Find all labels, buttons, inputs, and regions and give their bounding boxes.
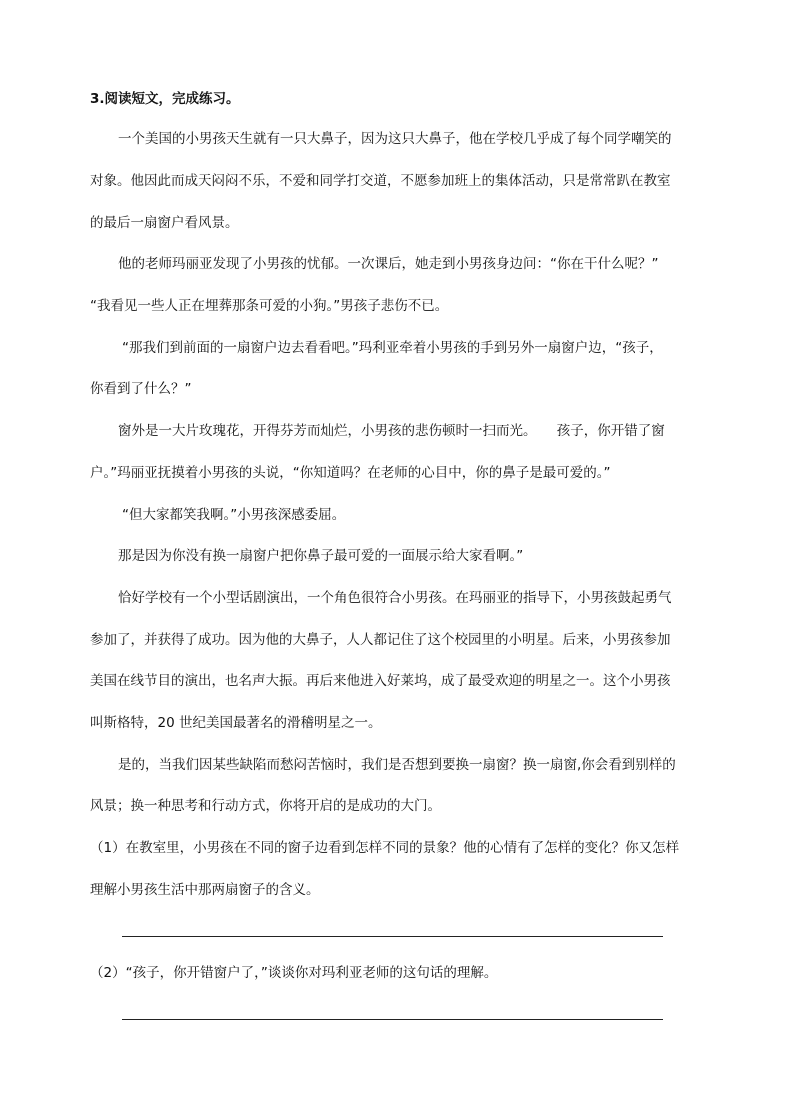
paragraph-line: “那我们到前面的一扇窗户边去看看吧。”玛利亚牵着小男孩的手到另外一扇窗户边，“孩子， <box>122 340 663 356</box>
paragraph-line: 户。”玛丽亚抚摸着小男孩的头说，“你知道吗？在老师的心目中，你的鼻子是最可爱的。” <box>90 465 611 481</box>
answer-line-1[interactable] <box>122 936 663 937</box>
question-line: （1）在教室里，小男孩在不同的窗子边看到怎样不同的景象？他的心情有了怎样的变化？你又怎样 <box>90 840 680 856</box>
paragraph-line: 的最后一扇窗户看风景。 <box>90 215 239 231</box>
question-title: 3.阅读短文，完成练习。 <box>90 91 240 107</box>
paragraph-line: 一个美国的小男孩天生就有一只大鼻子，因为这只大鼻子，他在学校几乎成了每个同学嘲笑的 <box>118 131 672 147</box>
answer-line-2[interactable] <box>122 1019 663 1020</box>
paragraph-line: 风景；换一种思考和行动方式，你将开启的是成功的大门。 <box>90 798 441 814</box>
paragraph-line: “但大家都笑我啊。”小男孩深感委屈。 <box>122 507 346 523</box>
paragraph-line: 叫斯格特，20 世纪美国最著名的滑稽明星之一。 <box>90 715 382 731</box>
paragraph-line: 他的老师玛丽亚发现了小男孩的忧郁。一次课后，她走到小男孩身边问：“你在干什么呢？” <box>118 256 659 272</box>
question-line: （2）“孩子，你开错窗户了，”谈谈你对玛利亚老师的这句话的理解。 <box>90 965 498 981</box>
paragraph-line: 对象。他因此而成天闷闷不乐，不爱和同学打交道，不愿参加班上的集体活动，只是常常趴在教室 <box>90 173 671 189</box>
paragraph-line: 恰好学校有一个小型话剧演出，一个角色很符合小男孩。在玛丽亚的指导下，小男孩鼓起勇气 <box>118 590 672 606</box>
paragraph-line: 参加了，并获得了成功。因为他的大鼻子，人人都记住了这个校园里的小明星。后来，小男孩参加 <box>90 632 671 648</box>
paragraph-line: 美国在线节目的演出，也名声大振。再后来他进入好莱坞，成了最受欢迎的明星之一。这个小男孩 <box>90 673 671 689</box>
paragraph-line: 那是因为你没有换一扇窗户把你鼻子最可爱的一面展示给大家看啊。” <box>118 548 524 564</box>
paragraph-line: “我看见一些人正在埋葬那条可爱的小狗。”男孩子悲伤不已。 <box>90 298 449 314</box>
paragraph-line: 是的，当我们因某些缺陷而愁闷苦恼时，我们是否想到要换一扇窗？换一扇窗,你会看到别样的 <box>118 757 676 773</box>
paragraph-line: 窗外是一大片玫瑰花，开得芬芳而灿烂，小男孩的悲伤顿时一扫而光。 孩子，你开错了窗 <box>118 423 665 439</box>
paragraph-line: 你看到了什么？” <box>90 381 192 397</box>
question-line: 理解小男孩生活中那两扇窗子的含义。 <box>90 882 320 898</box>
